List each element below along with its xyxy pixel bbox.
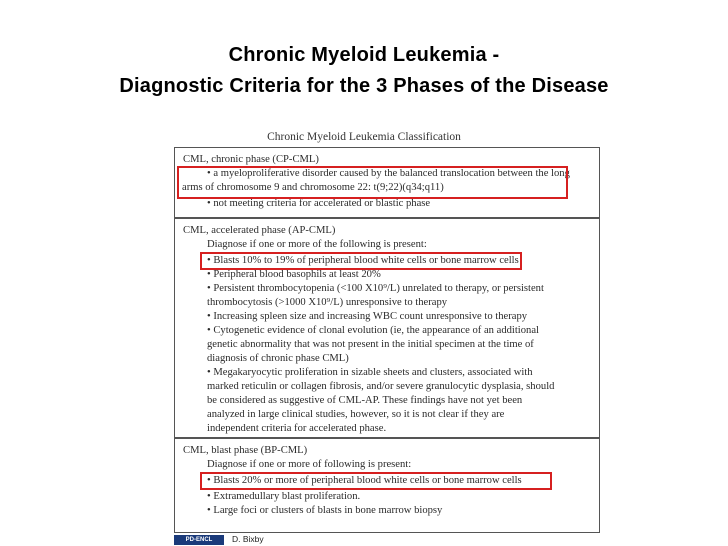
accelerated-criterion-cytogenetic: • Cytogenetic evidence of clonal evolution (ie, the appearance of an additional <box>207 325 539 336</box>
blast-phase-title: CML, blast phase (BP-CML) <box>183 445 308 456</box>
accelerated-criterion-megakaryocytic-cont-3: analyzed in large clinical studies, however, so it is not clear if they are <box>207 409 505 420</box>
blast-criterion-extramedullary: • Extramedullary blast proliferation. <box>207 491 361 502</box>
author-credit: D. Bixby <box>232 534 264 544</box>
slide-title-line-2: Diagnostic Criteria for the 3 Phases of the Disease <box>119 75 609 97</box>
highlight-box-blast-blasts <box>200 472 552 490</box>
blast-criterion-blasts: • Blasts 20% or more of peripheral blood white cells or bone marrow cells <box>207 475 522 486</box>
accelerated-phase-section <box>175 219 599 439</box>
accelerated-criterion-cytogenetic-cont-1: genetic abnormality that was not present in the initial specimen at the time of <box>207 339 534 350</box>
highlight-box-accelerated-blasts <box>200 252 522 270</box>
classification-heading: Chronic Myeloid Leukemia Classification <box>267 131 461 143</box>
chronic-criterion-1: • a myeloproliferative disorder caused by the balanced translocation between the long <box>207 168 570 179</box>
blast-phase-section <box>175 439 599 532</box>
slide-title-line-1: Chronic Myeloid Leukemia - <box>228 44 500 66</box>
accelerated-criterion-megakaryocytic-cont-2: be considered as suggestive of CML-AP. These findings have not yet been <box>207 395 523 406</box>
blast-criterion-foci: • Large foci or clusters of blasts in bone marrow biopsy <box>207 505 443 516</box>
accelerated-phase-title: CML, accelerated phase (AP-CML) <box>183 225 336 236</box>
accelerated-criterion-megakaryocytic: • Megakaryocytic proliferation in sizable sheets and clusters, associated with <box>207 367 533 378</box>
classification-table <box>174 147 600 533</box>
chronic-criterion-1-cont: arms of chromosome 9 and chromosome 22: t(9;22)(q34;q11) <box>182 182 444 193</box>
source-logo: PD-ENCL <box>174 535 224 545</box>
accelerated-intro: Diagnose if one or more of the following is present: <box>207 239 427 250</box>
accelerated-criterion-platelets: • Persistent thrombocytopenia (<100 X10⁹/L) unrelated to therapy, or persistent <box>207 283 544 294</box>
blast-intro: Diagnose if one or more of following is present: <box>207 459 412 470</box>
chronic-phase-section <box>175 148 599 219</box>
accelerated-criterion-megakaryocytic-cont-4: independent criteria for accelerated phase. <box>207 423 387 434</box>
accelerated-criterion-basophils: • Peripheral blood basophils at least 20% <box>207 269 381 280</box>
highlight-box-translocation <box>177 166 568 199</box>
accelerated-criterion-cytogenetic-cont-2: diagnosis of chronic phase CML) <box>207 353 349 364</box>
chronic-criterion-2: • not meeting criteria for accelerated or blastic phase <box>207 198 431 209</box>
chronic-phase-title: CML, chronic phase (CP-CML) <box>183 154 319 165</box>
accelerated-criterion-spleen: • Increasing spleen size and increasing WBC count unresponsive to therapy <box>207 311 528 322</box>
accelerated-criterion-platelets-cont: thrombocytosis (>1000 X10⁹/L) unresponsive to therapy <box>207 297 448 308</box>
footer <box>174 534 284 546</box>
accelerated-criterion-megakaryocytic-cont-1: marked reticulin or collagen fibrosis, and/or severe granulocytic dysplasia, should <box>207 381 555 392</box>
accelerated-criterion-blasts: • Blasts 10% to 19% of peripheral blood white cells or bone marrow cells <box>207 255 519 266</box>
